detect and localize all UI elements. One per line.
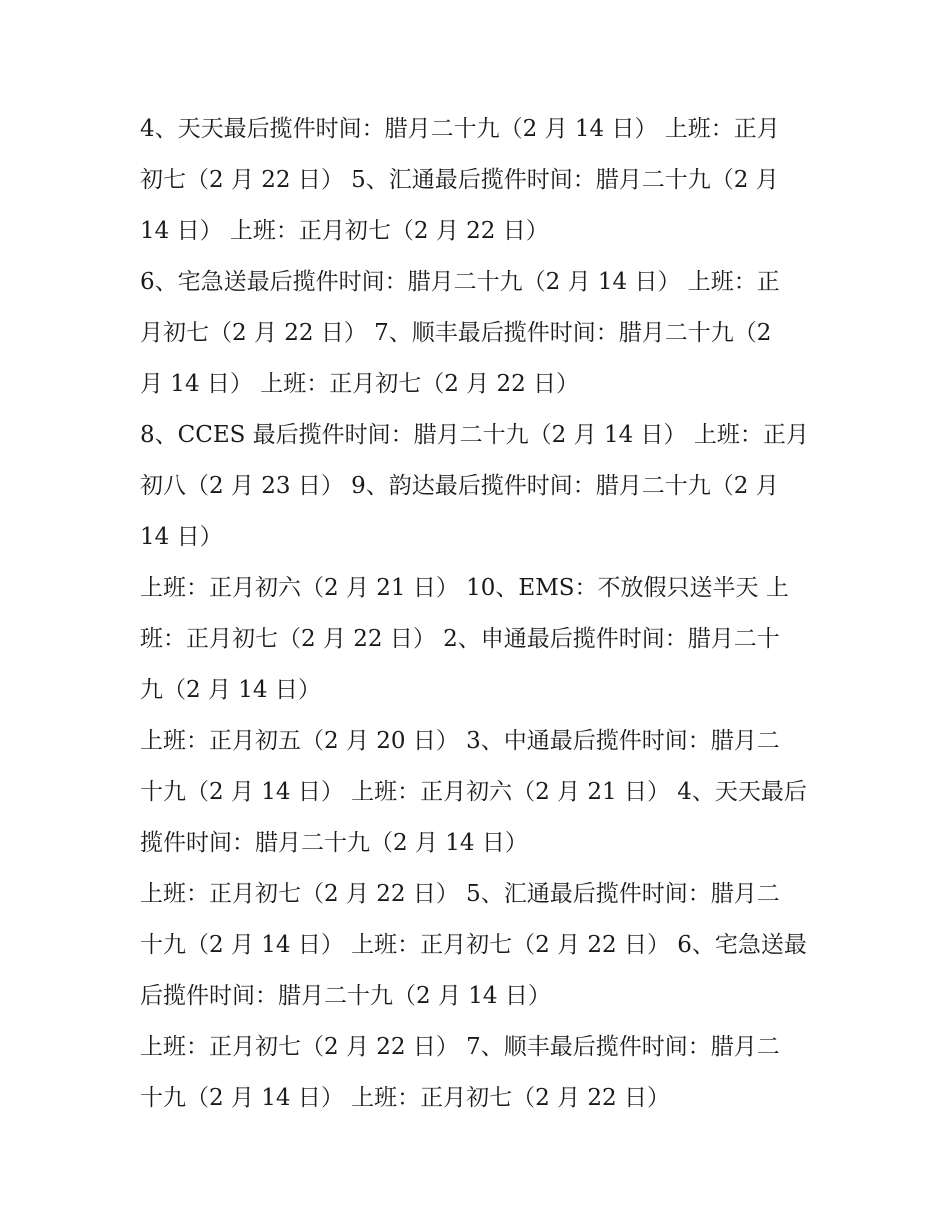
text-line: 初七（2 月 22 日） 5、汇通最后揽件时间：腊月二十九（2 月 (140, 167, 779, 193)
text-line: 月 14 日） 上班：正月初七（2 月 22 日） (140, 371, 580, 397)
text-line: 上班：正月初七（2 月 22 日） 7、顺丰最后揽件时间：腊月二 (140, 1034, 780, 1060)
text-line: 九（2 月 14 日） (140, 677, 321, 703)
text-line: 上班：正月初六（2 月 21 日） 10、EMS：不放假只送半天 上 (140, 575, 789, 601)
text-line: 十九（2 月 14 日） 上班：正月初七（2 月 22 日） (140, 1085, 670, 1111)
text-line: 初八（2 月 23 日） 9、韵达最后揽件时间：腊月二十九（2 月 (140, 473, 779, 499)
text-line: 十九（2 月 14 日） 上班：正月初六（2 月 21 日） 4、天天最后 (140, 779, 807, 805)
document-body (140, 104, 812, 1124)
text-line: 班：正月初七（2 月 22 日） 2、申通最后揽件时间：腊月二十 (140, 626, 780, 652)
text-line: 上班：正月初五（2 月 20 日） 3、中通最后揽件时间：腊月二 (140, 728, 780, 754)
text-line: 后揽件时间：腊月二十九（2 月 14 日） (140, 983, 551, 1009)
text-line: 4、天天最后揽件时间：腊月二十九（2 月 14 日） 上班：正月 (140, 116, 780, 142)
text-line: 14 日） (140, 524, 223, 550)
text-line: 6、宅急送最后揽件时间：腊月二十九（2 月 14 日） 上班：正 (140, 269, 780, 295)
text-line: 上班：正月初七（2 月 22 日） 5、汇通最后揽件时间：腊月二 (140, 881, 780, 907)
text-line: 14 日） 上班：正月初七（2 月 22 日） (140, 218, 549, 244)
text-line: 8、CCES 最后揽件时间：腊月二十九（2 月 14 日） 上班：正月 (140, 422, 809, 448)
text-line: 月初七（2 月 22 日） 7、顺丰最后揽件时间：腊月二十九（2 (140, 320, 772, 346)
text-line: 十九（2 月 14 日） 上班：正月初七（2 月 22 日） 6、宅急送最 (140, 932, 807, 958)
text-line: 揽件时间：腊月二十九（2 月 14 日） (140, 830, 528, 856)
